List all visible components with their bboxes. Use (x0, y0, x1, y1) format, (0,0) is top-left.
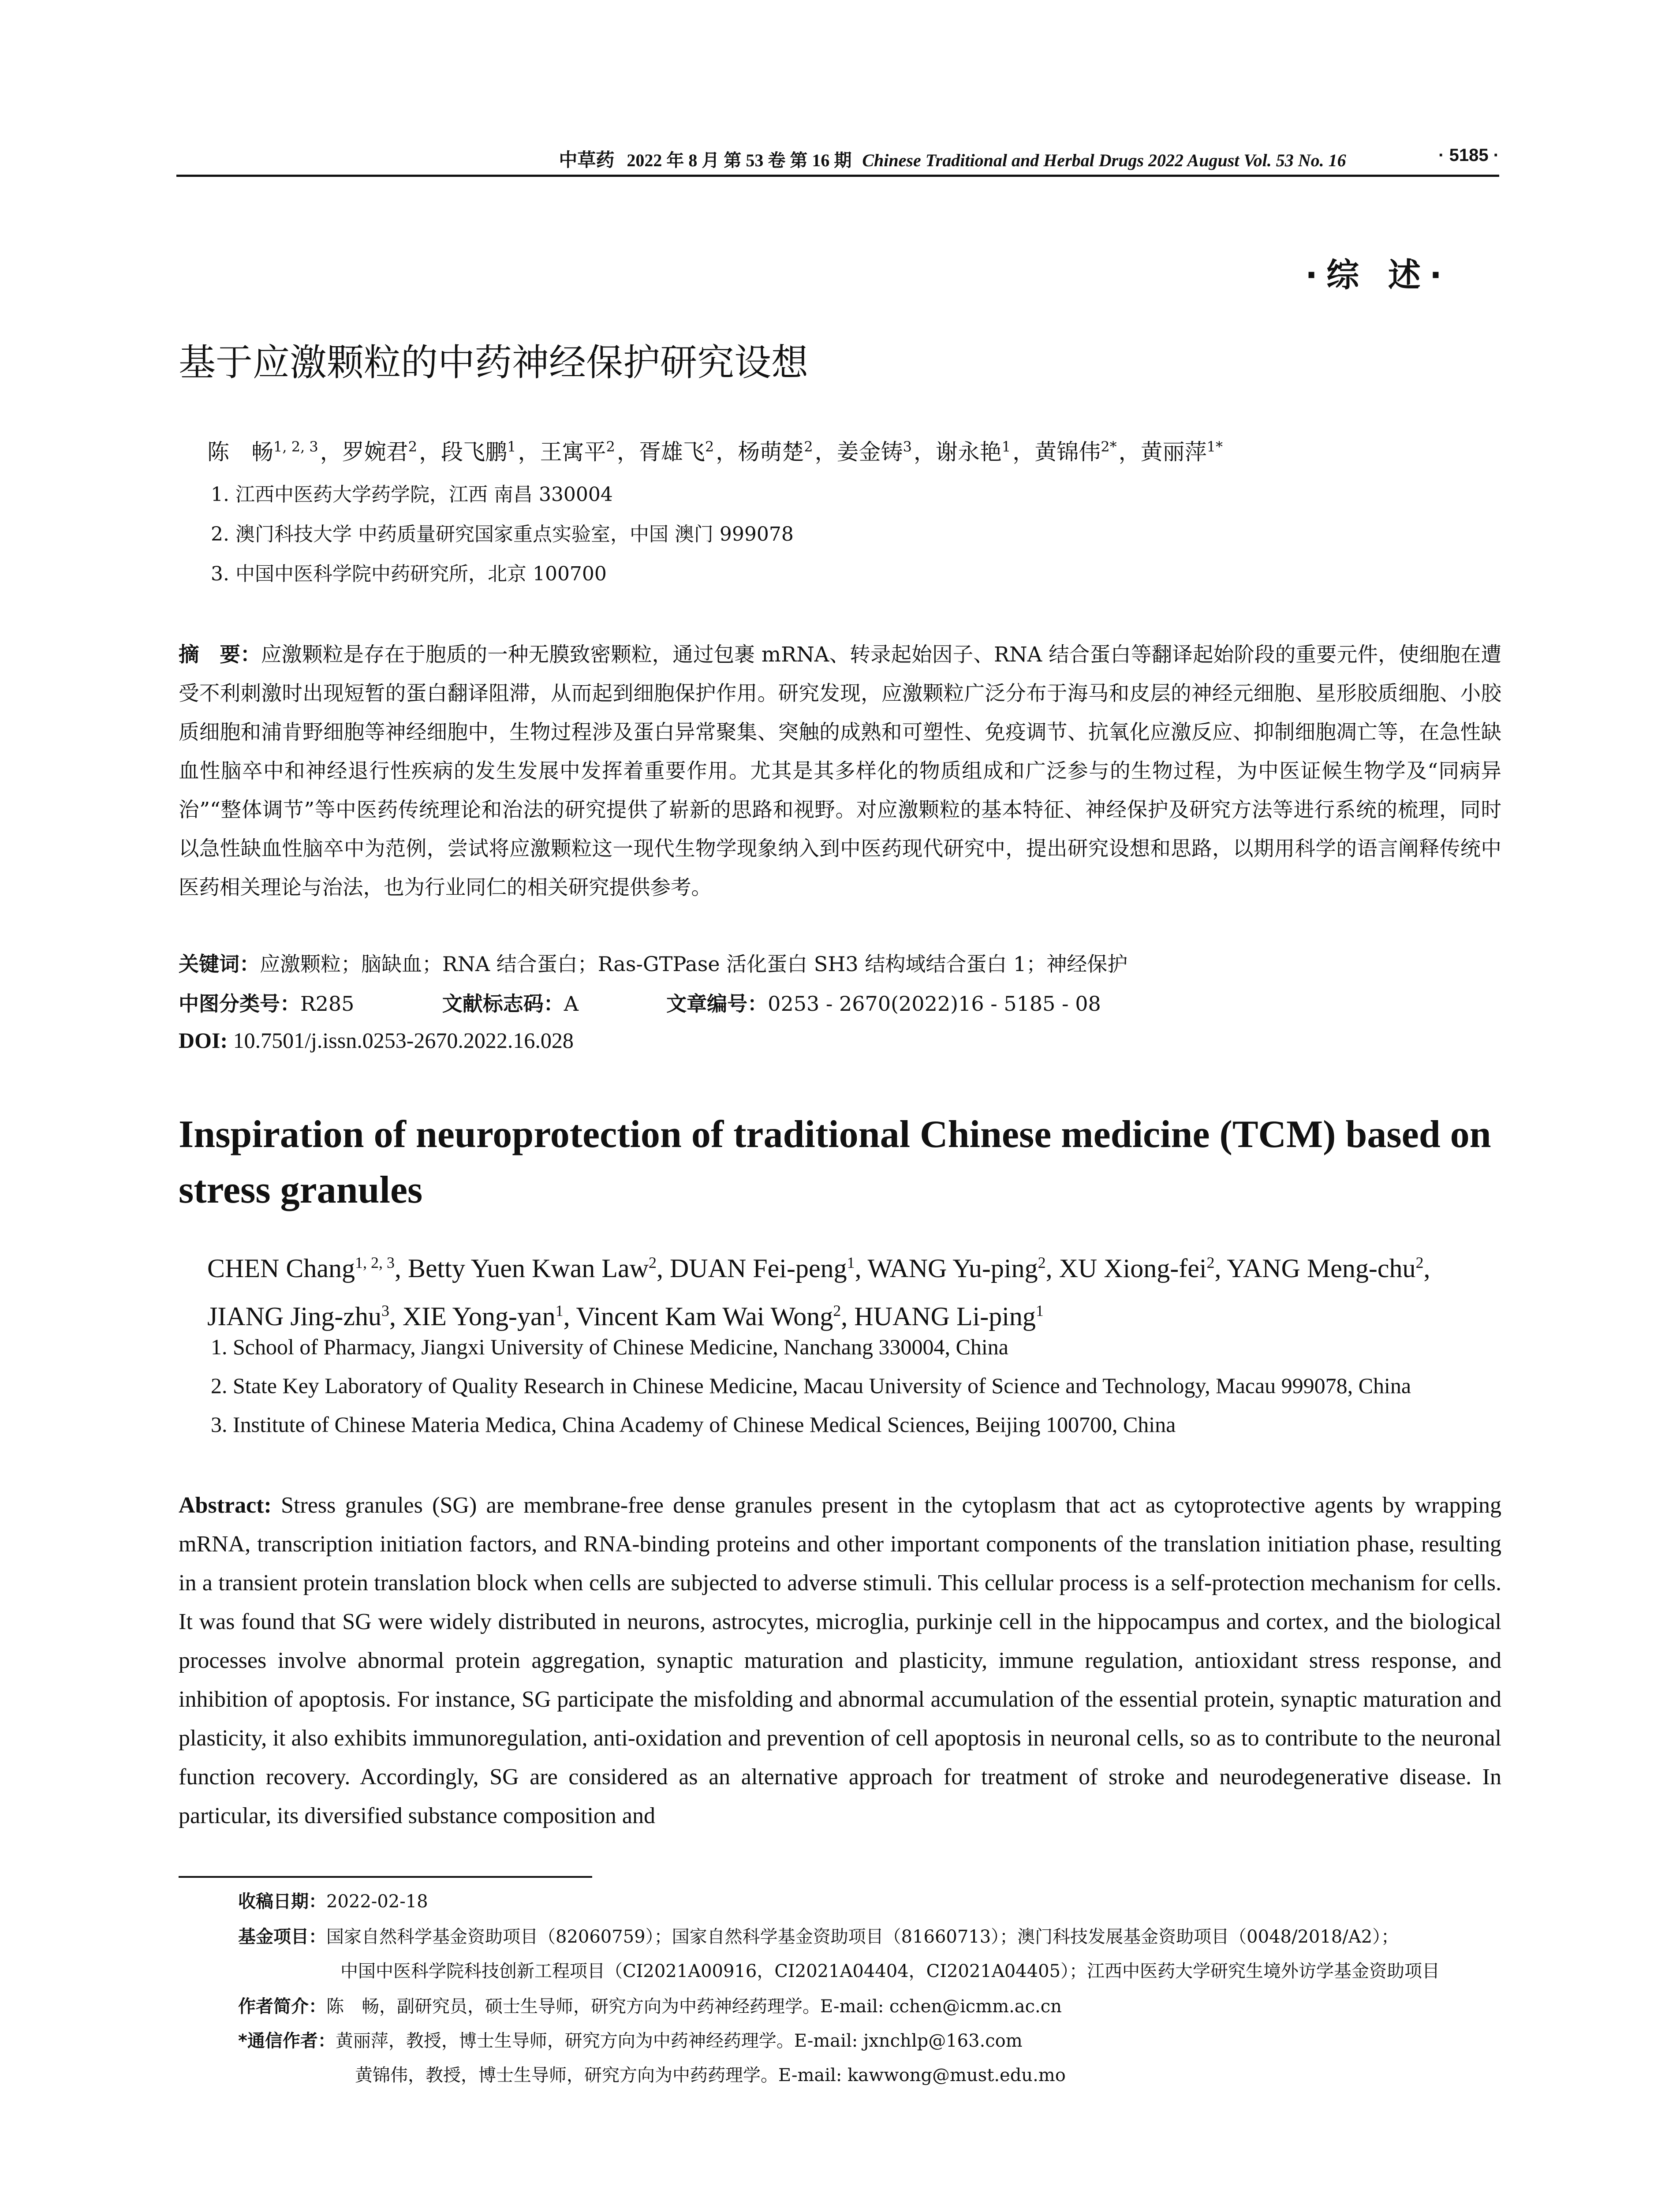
author-en-name: CHEN Chang (207, 1254, 355, 1283)
author-en-separator: , (855, 1254, 868, 1283)
author-cn-separator: ， (814, 439, 837, 465)
author-cn-name: 胥雄飞 (638, 439, 705, 465)
author-en-name: Vincent Kam Wai Wong (576, 1302, 833, 1331)
bio-text: 陈 畅，副研究员，硕士生导师，研究方向为中药神经药理学。E-mail: cchen@icmm.ac.cn (326, 1996, 1062, 2017)
journal-name-cn: 中草药 (559, 149, 615, 171)
keywords-label: 关键词： (179, 952, 260, 976)
author-cn-affiliation-marker: 2 (705, 438, 714, 456)
author-en-affiliation-marker: 3 (381, 1302, 389, 1319)
doi-label: DOI: (179, 1028, 228, 1053)
affiliation-cn-1: 1. 江西中医药大学药学院，江西 南昌 330004 (211, 483, 613, 506)
author-en-name: Betty Yuen Kwan Law (407, 1254, 649, 1283)
article-no-label: 文章编号： (666, 992, 768, 1016)
doc-code-label: 文献标志码： (442, 992, 564, 1016)
author-en-separator: , (389, 1302, 403, 1331)
author-en-name: XU Xiong-fei (1059, 1254, 1207, 1283)
author-en-affiliation-marker: 2 (1206, 1254, 1215, 1271)
author-cn-name: 姜金铸 (836, 439, 903, 465)
header-rule (176, 175, 1499, 177)
keywords-line (179, 948, 1127, 977)
author-cn-name: 谢永艳 (935, 439, 1002, 465)
author-en-separator: , (656, 1254, 670, 1283)
abstract-text-en: Stress granules (SG) are membrane-free dense granules present in the cytoplasm that act as cytoprotective agents by wrapping mRNA, transcription initiation factors, and RNA-binding proteins and other important components of the translation initiation phase, resulting in a transient protein translation block when cells are subjected to adverse stimuli. This cellular process is a self-protection mechanism for cells. It was found that SG were widely distributed in neurons, astrocytes, microglia, purkinje cell in the hippocampus and cortex, and the biological processes involve abnormal protein aggregation, synaptic maturation and plasticity, immune regulation, antioxidant stress response, and inhibition of apoptosis. For instance, SG participate the misfolding and abnormal accumulation of the essential protein, synaptic maturation and plasticity, it also exhibits immunoregulation, anti-oxidation and prevention of cell apoptosis in neuronal cells, so as to contribute to the neuronal function recovery. Accordingly, SG are considered as an alternative approach for treatment of stroke and neurodegenerative disease. In particular, its diversified substance composition and (179, 1493, 1501, 1828)
fund-label: 基金项目： (238, 1927, 326, 1947)
author-en-name: JIANG Jing-zhu (207, 1302, 381, 1331)
author-en-name: YANG Meng-chu (1227, 1254, 1416, 1283)
author-cn-separator: ， (419, 439, 441, 465)
doc-code-value: A (564, 992, 579, 1016)
journal-issue-line (375, 146, 1530, 172)
author-cn-name: 段飞鹏 (441, 439, 508, 465)
fund-line-2: 中国中医科学院科技创新工程项目（CI2021A00916，CI2021A04404，CI2021A04405）；江西中医药大学研究生境外访学基金资助项目 (340, 1961, 1440, 1981)
author-cn-name: 黄丽萍 (1140, 439, 1207, 465)
footnote-fund (238, 1923, 1399, 1948)
author-en-affiliation-marker: 2 (833, 1302, 841, 1319)
author-cn-separator: ， (616, 439, 639, 465)
footnote-author-bio (238, 1992, 1062, 2018)
author-en-name: WANG Yu-ping (867, 1254, 1038, 1283)
abstract-text-cn: 应激颗粒是存在于胞质的一种无膜致密颗粒，通过包裹 mRNA、转录起始因子、RNA 结合蛋白等翻译起始阶段的重要元件，使细胞在遭受不利刺激时出现短暂的蛋白翻译阻滞，从而起到细胞保护作用。研究发现，应激颗粒广泛分布于海马和皮层的神经元细胞、星形胶质细胞、小胶质细胞和浦肯野细胞等神经细胞中，生物过程涉及蛋白异常聚集、突触的成熟和可塑性、免疫调节、抗氧化应激反应、抑制细胞凋亡等，在急性缺血性脑卒中和神经退行性疾病的发生发展中发挥着重要作用。尤其是其多样化的物质组成和广泛参与的生物过程，为中医证候生物学及“同病异治”“整体调节”等中医药传统理论和治法的研究提供了崭新的思路和视野。对应激颗粒的基本特征、神经保护及研究方法等进行系统的梳理，同时以急性缺血性脑卒中为范例，尝试将应激颗粒这一现代生物学现象纳入到中医药现代研究中，提出研究设想和思路，以期用科学的语言阐释传统中医药相关理论与治法，也为行业同仁的相关研究提供参考。 (179, 643, 1501, 899)
received-label: 收稿日期： (238, 1891, 326, 1912)
author-cn-affiliation-marker: 1* (1206, 438, 1223, 456)
author-cn-affiliation-marker: 2 (606, 438, 615, 456)
issue-cn: 2022 年 8 月 第 53 卷 第 16 期 (627, 150, 852, 170)
doi-value[interactable]: 10.7501/j.issn.0253-2670.2022.16.028 (233, 1028, 574, 1053)
author-en-name: XIE Yong-yan (402, 1302, 556, 1331)
author-cn-separator: ， (913, 439, 936, 465)
author-cn-separator: ， (1012, 439, 1035, 465)
affiliation-en-2: 2. State Key Laboratory of Quality Research in Chinese Medicine, Macau University of Science and Technology, Macau 999078, China (211, 1373, 1411, 1398)
author-cn-affiliation-marker: 2 (408, 438, 418, 456)
author-cn-separator: ， (716, 439, 738, 465)
author-en-separator: , (1214, 1254, 1227, 1283)
clc-label: 中图分类号： (179, 992, 300, 1016)
issue-en: Chinese Traditional and Herbal Drugs 2022 August Vol. 53 No. 16 (862, 150, 1346, 170)
author-en-separator: , (841, 1302, 855, 1331)
author-en-name: DUAN Fei-peng (669, 1254, 847, 1283)
author-cn-name: 王寓平 (540, 439, 606, 465)
author-en-affiliation-marker: 1 (1035, 1302, 1044, 1319)
corr-text-2: 黄锦伟，教授，博士生导师，研究方向为中药药理学。E-mail: kawwong@must.edu.mo (355, 2065, 1066, 2085)
author-en-separator: , (1045, 1254, 1059, 1283)
author-cn-name: 杨萌楚 (738, 439, 804, 465)
doi-line (179, 1028, 574, 1053)
corr-text-1: 黄丽萍，教授，博士生导师，研究方向为中药神经药理学。E-mail: jxnchlp@163.com (335, 2031, 1023, 2051)
author-en-separator: , (394, 1254, 408, 1283)
author-en-affiliation-marker: 1 (555, 1302, 564, 1319)
affiliation-en-3: 3. Institute of Chinese Materia Medica, China Academy of Chinese Medical Sciences, Beijing 100700, China (211, 1412, 1176, 1437)
author-en-affiliation-marker: 2 (1415, 1254, 1424, 1271)
article-title-cn: 基于应激颗粒的中药神经保护研究设想 (179, 341, 809, 384)
author-en-affiliation-marker: 1 (847, 1254, 855, 1271)
clc-value: R285 (300, 992, 355, 1016)
bio-label: 作者简介： (238, 1996, 326, 2017)
footnote-corresponding (238, 2027, 1023, 2052)
author-cn-name: 黄锦伟 (1034, 439, 1101, 465)
footnote-rule (179, 1876, 592, 1878)
abstract-en (179, 1486, 1501, 1835)
author-en-name: HUANG Li-ping (854, 1302, 1036, 1331)
author-cn-affiliation-marker: 3 (903, 438, 912, 456)
author-list-cn (207, 434, 1225, 466)
article-title-en: Inspiration of neuroprotection of traditional Chinese medicine (TCM) based on stress granules (179, 1113, 1491, 1211)
author-cn-separator: ， (1118, 439, 1141, 465)
fund-line-1: 国家自然科学基金资助项目（82060759）；国家自然科学基金资助项目（81660713）；澳门科技发展基金资助项目（0048/2018/A2）； (326, 1927, 1399, 1947)
author-cn-separator: ， (320, 439, 342, 465)
classification-line (179, 988, 1101, 1017)
affiliation-cn-2: 2. 澳门科技大学 中药质量研究国家重点实验室，中国 澳门 999078 (211, 523, 794, 546)
article-no-value: 0253 - 2670(2022)16 - 5185 - 08 (768, 992, 1101, 1016)
author-cn-affiliation-marker: 1 (507, 438, 516, 456)
abstract-cn (179, 635, 1501, 907)
author-en-separator: , (563, 1302, 576, 1331)
received-value: 2022-02-18 (326, 1891, 428, 1912)
author-cn-name: 罗婉君 (342, 439, 408, 465)
author-cn-separator: ， (518, 439, 540, 465)
abstract-label-en: Abstract: (179, 1493, 272, 1518)
author-cn-affiliation-marker: 1 (1001, 438, 1011, 456)
corr-label: *通信作者： (238, 2031, 336, 2051)
author-list-en (207, 1241, 1508, 1338)
author-en-affiliation-marker: 2 (1038, 1254, 1046, 1271)
affiliation-cn-3: 3. 中国中医科学院中药研究所，北京 100700 (211, 563, 607, 585)
page-number: · 5185 · (1438, 146, 1499, 165)
affiliation-en-1: 1. School of Pharmacy, Jiangxi University of Chinese Medicine, Nanchang 330004, China (211, 1334, 1008, 1359)
author-cn-affiliation-marker: 1, 2, 3 (273, 438, 318, 456)
author-en-separator: , (1423, 1254, 1430, 1283)
author-cn-name: 陈 畅 (207, 439, 273, 465)
author-en-affiliation-marker: 1, 2, 3 (355, 1254, 395, 1271)
footnote-received (238, 1887, 428, 1913)
abstract-label-cn: 摘 要： (179, 643, 261, 666)
keywords-text: 应激颗粒；脑缺血；RNA 结合蛋白；Ras-GTPase 活化蛋白 SH3 结构域结合蛋白 1；神经保护 (260, 952, 1128, 976)
running-header (176, 146, 1499, 176)
author-en-affiliation-marker: 2 (648, 1254, 657, 1271)
author-cn-affiliation-marker: 2 (804, 438, 813, 456)
section-tag: ·综 述· (1305, 256, 1451, 294)
author-cn-affiliation-marker: 2* (1101, 438, 1117, 456)
